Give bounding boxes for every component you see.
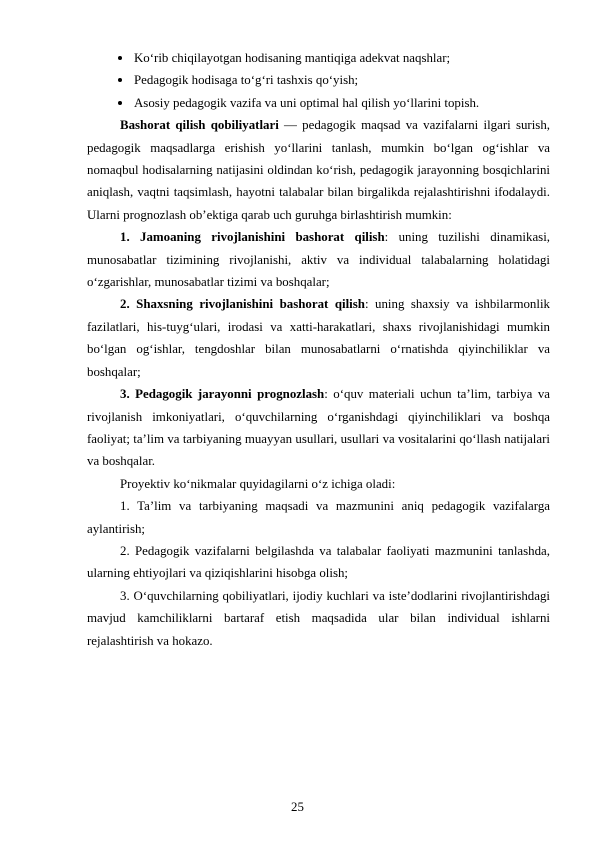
paragraph-term: 3. Pedagogik jarayonni prognozlash bbox=[120, 387, 325, 402]
page-number: 25 bbox=[291, 800, 304, 814]
bullet-item: Pedagogik hodisaga to‘g‘ri tashxis qo‘yish; bbox=[87, 69, 550, 91]
paragraph-text: : o‘quv materiali uchun ta’lim, tarbiya va rivojlanish imkoniyatlari, o‘quvchilarning o‘rganishdagi qiyinchiliklari va boshqa faoliyat; ta’lim va tarbiyaning muayyan usullari, usullari va vositalarini qo‘llash natijalari va boshqalar. bbox=[87, 387, 550, 469]
paragraph-item-2: 2. Pedagogik vazifalarni belgilashda va talabalar faoliyati mazmunini tanlashda, ularning ehtiyojlari va qiziqishlarini hisobga olish; bbox=[87, 543, 550, 581]
paragraph-term: 2. Shaxsning rivojlanishini bashorat qilish bbox=[120, 297, 365, 312]
paragraph-term: Bashorat qilish qobiliyatlari bbox=[120, 118, 279, 133]
page-body bbox=[87, 47, 550, 652]
paragraph-personality-forecast bbox=[87, 293, 550, 383]
paragraph-item-1: 1. Ta’lim va tarbiyaning maqsadi va mazmunini aniq pedagogik vazifalarga aylantirish; bbox=[87, 499, 550, 536]
paragraph-text: : uning tuzilishi dinamikasi, munosabatlar tizimining rivojlanishi, aktiv va individual talabalarning holatidagi o‘zgarishlar, munosabatlar tizimi va boshqalar; bbox=[87, 230, 551, 290]
paragraph-term: 1. Jamoaning rivojlanishini bashorat qilish bbox=[120, 230, 385, 245]
paragraph-text: : uning shaxsiy va ishbilarmonlik fazilatlari, his-tuyg‘ulari, irodasi va xatti-harakatlari, shaxs rivojlanishidagi mumkin bo‘lgan og‘ishlar, tengdoshlar bilan munosabatlarni o‘rnatishda qiyinchiliklar va boshqalar; bbox=[87, 297, 550, 379]
paragraph-prediction-abilities bbox=[87, 114, 550, 226]
paragraph-projective-skills: Proyektiv ko‘nikmalar quyidagilarni o‘z ichiga oladi: bbox=[120, 476, 396, 491]
paragraph-text: — pedagogik maqsad va vazifalarni ilgari surish, pedagogik maqsadlarga erishish yo‘llarini tanlash, mumkin bo‘lgan og‘ishlar va nomaqbul hodisalarning natijasini oldindan ko‘rish, pedagogik jarayonning bosqichlarini aniqlash, vaqtni taqsimlash, hayotni talabalar bilan birgalikda rejalashtirishni ifodalaydi. Ularni prognozlash ob’ektiga qarab uch guruhga birlashtirish mumkin: bbox=[87, 118, 550, 222]
paragraph-team-forecast bbox=[87, 226, 550, 293]
paragraph-item-3: 3. O‘quvchilarning qobiliyatlari, ijodiy kuchlari va iste’dodlarini rivojlantirishdagi mavjud kamchiliklarni bartaraf etish maqsadida ular bilan individual ishlarni rejalashtirish va hokazo. bbox=[87, 588, 550, 648]
bullet-item: Ko‘rib chiqilayotgan hodisaning mantiqiga adekvat naqshlar; bbox=[87, 47, 550, 69]
paragraph-process-forecast bbox=[87, 383, 550, 473]
bullet-list bbox=[87, 47, 550, 114]
bullet-item: Asosiy pedagogik vazifa va uni optimal hal qilish yo‘llarini topish. bbox=[87, 92, 550, 114]
